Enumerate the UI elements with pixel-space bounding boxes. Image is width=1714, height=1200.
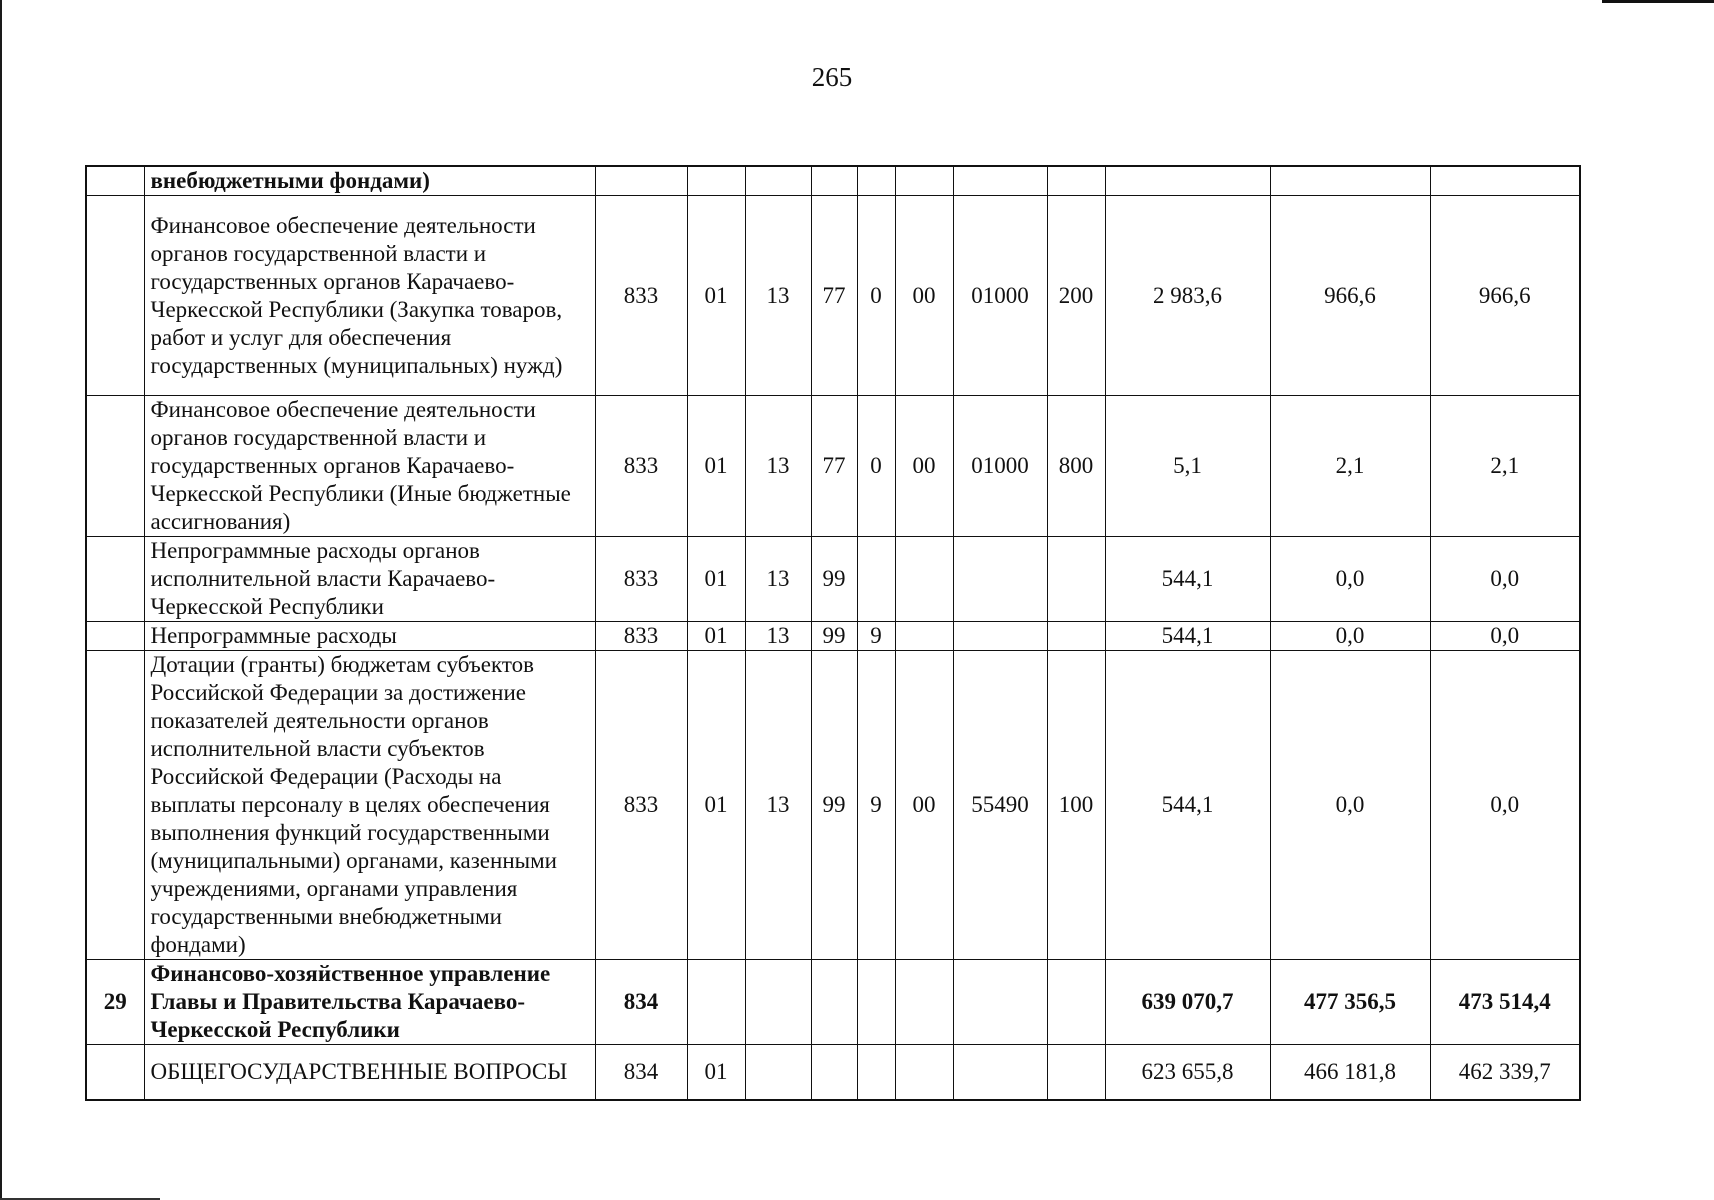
table-row [86,651,1580,960]
table-row [86,196,1580,396]
table-cell [811,1045,857,1100]
row-number-cell: 29 [86,960,144,1045]
scan-edge-top [1602,0,1714,3]
table-cell: 99 [811,651,857,960]
table-cell: 77 [811,196,857,396]
row-number-cell [86,537,144,622]
table-cell: 477 356,5 [1270,960,1430,1045]
table-cell [1047,1045,1105,1100]
table-cell: 0,0 [1270,651,1430,960]
table-cell: 833 [595,196,687,396]
table-cell [953,960,1047,1045]
table-cell: 0,0 [1430,622,1580,651]
page-number: 265 [811,62,853,92]
table-cell: 544,1 [1105,651,1270,960]
table-cell: 0 [857,396,895,537]
table-cell [953,166,1047,196]
table-cell: 2 983,6 [1105,196,1270,396]
table-cell: 639 070,7 [1105,960,1270,1045]
table-cell [1270,166,1430,196]
table-cell: 966,6 [1430,196,1580,396]
table-cell: 833 [595,396,687,537]
table-cell: 00 [895,651,953,960]
table-cell [857,166,895,196]
table-cell [811,166,857,196]
table-cell [953,1045,1047,1100]
table-cell [1105,166,1270,196]
table-cell: 833 [595,651,687,960]
table-cell: 13 [745,537,811,622]
table-cell: 0,0 [1430,651,1580,960]
table-cell: 834 [595,1045,687,1100]
scan-edge-left [0,0,2,1200]
table-cell: 55490 [953,651,1047,960]
table-cell: 00 [895,196,953,396]
table-cell [953,622,1047,651]
table-cell: 0 [857,196,895,396]
table-cell [895,960,953,1045]
row-name-cell: ОБЩЕГОСУДАРСТВЕННЫЕ ВОПРОСЫ [144,1045,595,1100]
table-cell [595,166,687,196]
table-cell: 2,1 [1270,396,1430,537]
table-cell: 200 [1047,196,1105,396]
table-cell: 99 [811,537,857,622]
table-cell: 100 [1047,651,1105,960]
row-number-cell [86,196,144,396]
table-cell: 2,1 [1430,396,1580,537]
table-cell [953,537,1047,622]
row-name-cell: Финансовое обеспечение деятельности органов государственной власти и государственных органов Карачаево-Черкесской Республики (Закупка товаров, работ и услуг для обеспечения государственных (муниципальных) нужд) [144,196,595,396]
table-cell: 99 [811,622,857,651]
table-row [86,166,1580,196]
table-cell: 01000 [953,396,1047,537]
row-name-cell: Непрограммные расходы [144,622,595,651]
table-row [86,1045,1580,1100]
table-cell [857,960,895,1045]
table-cell: 13 [745,396,811,537]
table-cell [1047,960,1105,1045]
table-cell: 462 339,7 [1430,1045,1580,1100]
table-cell [895,537,953,622]
table-cell: 834 [595,960,687,1045]
table-cell: 623 655,8 [1105,1045,1270,1100]
table-cell: 466 181,8 [1270,1045,1430,1100]
table-cell: 01 [687,622,745,651]
table-cell [1047,166,1105,196]
table-row [86,537,1580,622]
table-cell [857,1045,895,1100]
table-cell: 5,1 [1105,396,1270,537]
table-cell: 13 [745,622,811,651]
table-cell: 01 [687,1045,745,1100]
table-cell: 13 [745,196,811,396]
row-number-cell [86,396,144,537]
table-cell: 833 [595,537,687,622]
table-body [86,166,1580,1100]
table-cell: 01000 [953,196,1047,396]
table-cell [687,166,745,196]
table-cell: 544,1 [1105,622,1270,651]
table-cell [1047,622,1105,651]
table-cell: 01 [687,196,745,396]
table-cell [745,960,811,1045]
table-cell [1430,166,1580,196]
table-cell: 01 [687,537,745,622]
table-cell [895,166,953,196]
table-cell: 01 [687,396,745,537]
table-row [86,960,1580,1045]
table-cell: 800 [1047,396,1105,537]
table-cell: 01 [687,651,745,960]
table-cell: 966,6 [1270,196,1430,396]
table-cell [745,166,811,196]
table-cell: 544,1 [1105,537,1270,622]
table-cell: 77 [811,396,857,537]
table-cell [687,960,745,1045]
row-number-cell [86,622,144,651]
row-number-cell [86,651,144,960]
table-cell: 0,0 [1270,537,1430,622]
table-row [86,396,1580,537]
table-cell: 13 [745,651,811,960]
row-name-cell: внебюджетными фондами) [144,166,595,196]
table-cell [745,1045,811,1100]
table-cell: 473 514,4 [1430,960,1580,1045]
table-cell [811,960,857,1045]
row-number-cell [86,1045,144,1100]
table-cell [1047,537,1105,622]
table-cell: 00 [895,396,953,537]
row-name-cell: Финансовое обеспечение деятельности органов государственной власти и государственных органов Карачаево-Черкесской Республики (Иные бюджетные ассигнования) [144,396,595,537]
row-name-cell: Непрограммные расходы органов исполнительной власти Карачаево-Черкесской Республики [144,537,595,622]
table-cell: 0,0 [1270,622,1430,651]
row-number-cell [86,166,144,196]
table-cell: 0,0 [1430,537,1580,622]
table-cell: 9 [857,622,895,651]
budget-table [85,165,1581,1101]
table-cell [857,537,895,622]
table-cell: 833 [595,622,687,651]
table-row [86,622,1580,651]
row-name-cell: Финансово-хозяйственное управление Главы и Правительства Карачаево-Черкесской Республики [144,960,595,1045]
table-cell [895,622,953,651]
row-name-cell: Дотации (гранты) бюджетам субъектов Российской Федерации за достижение показателей деятельности органов исполнительной власти субъектов Российской Федерации (Расходы на выплаты персоналу в целях обеспечения выполнения функций государственными (муниципальными) органами, казенными учреждениями, органами управления государственными внебюджетными фондами) [144,651,595,960]
table-cell: 9 [857,651,895,960]
table-cell [895,1045,953,1100]
